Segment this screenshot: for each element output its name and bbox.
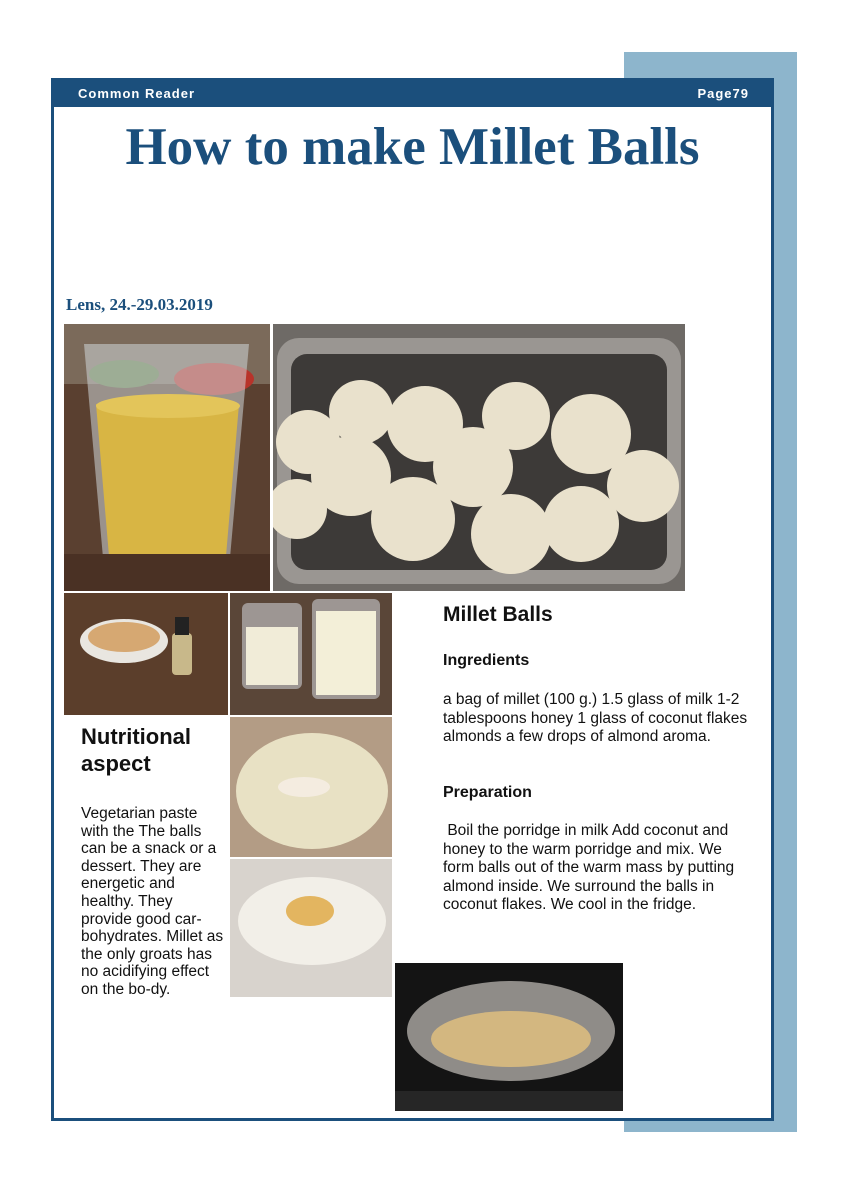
- preparation-heading: Preparation: [443, 784, 532, 801]
- dateline: Lens, 24.-29.03.2019: [66, 295, 213, 314]
- almonds-photo: [64, 593, 228, 715]
- page-title: How to make Millet Balls: [125, 118, 700, 176]
- almond-in-millet-photo: [230, 717, 392, 857]
- ingredients-heading: Ingredients: [443, 652, 530, 669]
- preparation-text: Boil the porridge in milk Add coconut and honey to the warm porridge and mix. We form balls out of the warm mass by putting almond inside. We surround the balls in coconut flakes. We cool in the fridge.: [443, 822, 739, 913]
- recipe-title: Millet Balls: [443, 603, 553, 626]
- coconut-flakes-photo: [230, 859, 392, 997]
- millet-glass-photo: [64, 324, 270, 591]
- ingredients-text: a bag of millet (100 g.) 1.5 glass of milk 1-2 tablespoons honey 1 glass of coconut flakes almonds a few drops of almond aroma.: [443, 691, 748, 745]
- publication-name: Common Reader: [78, 86, 196, 101]
- nutrition-title: Nutritional aspect: [81, 724, 191, 776]
- nutrition-text: Vegetarian paste with the The balls can be a snack or a dessert. They are energetic and healthy. They provide good car-bohydrates. Millet as the only groats has no acidifying effect on the bo-dy.: [81, 805, 224, 998]
- milk-glasses-photo: [230, 593, 392, 715]
- millet-balls-tray-photo: [273, 324, 685, 591]
- page-number: Page79: [697, 86, 749, 101]
- porridge-pot-photo: [395, 963, 623, 1111]
- page-frame: [51, 78, 774, 1121]
- header-bar: [54, 81, 771, 107]
